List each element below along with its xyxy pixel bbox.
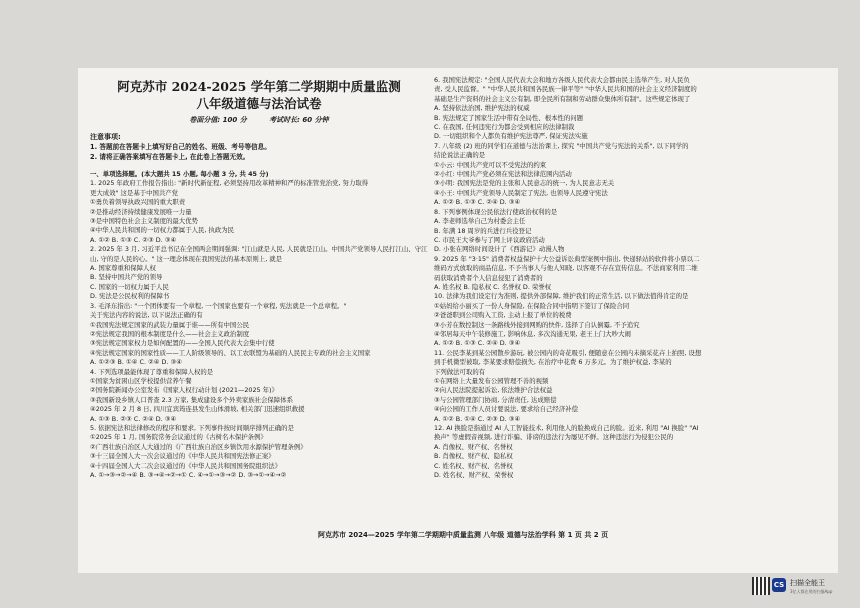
question-line: A. 坚持依法治国, 维护宪法的权威 [434,104,530,113]
question-line: A. 国家尊重和保障人权 [90,264,156,273]
question-line: ④2025 年 2 月 8 日, 四川宜宾筠连县发生山体滑坡, 相关部门迅速组织救援 [90,405,305,414]
exam-meta [90,114,428,126]
exam-page [78,68,838,573]
question-line: 2. 2025 年 3 月, 习近平总书记在全国两会期间强调: "江山就是人民, 人民就是江山。中国共产党领导人民打江山、守江 [90,245,428,254]
question-line: ③我国新设乡镇人口普查 2.3 万家, 集成建设多个外卖家族社会保障体系 [90,395,293,404]
question-line: ③宪法规定国家权力是如何配置的——全国人民代表大会集中行使 [90,339,275,348]
question-line: ②是推动经济持续健康发展唯一力量 [90,207,192,216]
question-line: 结论说法正确的是 [434,151,486,160]
question-line: ②宪法规定我国的根本制度是什么——社会主义政治制度 [90,329,250,338]
page-footer: 阿克苏市 2024—2025 学年第二学期期中质量监测 八年级 道德与法治学科 第 1 页 共 2 页 [318,531,609,539]
question-line: ①姑妈给小丽买了一份人身保险, 在保险合同中指明下签订了保险合同 [434,301,630,310]
question-line: D. 姓名权、财产权、荣誉权 [434,471,514,480]
right-column [434,76,834,480]
question-line: ③十三届全国人大一次会议通过的《中华人民共和国宪法修正案》 [90,452,275,461]
question-line: A. 李老师选举自己为村委会主任 [434,217,526,226]
question-line: D. 小张在网络时间设计了《西游记》动漫人物 [434,245,565,254]
question-line: 换声" 等虚假音视频, 进行诈骗、诽谤的违法行为屡见不鲜。这种违法行为侵犯公民的 [434,433,674,442]
question-line: B. 宪法规定了国家生活中带有全局性、根本性的问题 [434,113,584,122]
question-line: C. 在我国, 任何违宪行为都会受到相应的法律制裁 [434,123,575,132]
left-column [90,78,428,480]
question-line: 12. AI 换脸是指通过 AI 人工智能技术, 利用他人的脸换成自己的脸。近来, 利用 "AI 换脸" "AI [434,424,699,433]
question-line: A. ①② B. ①③ C. ②③ D. ③④ [90,235,177,244]
question-line: 8. 下列事例体现公民依法行使政治权利的是 [434,207,558,216]
question-line: B. 肖像权、财产权、隐私权 [434,452,513,461]
question-line: 维码方式放取的商品信息, 不予当事人与他人知晓, 以客观不存在宣传信息。不法商家利用二维 [434,264,698,273]
question-line: ④小王: 中国共产党领导人民制定了宪法, 也领导人民遵守宪法 [434,188,608,197]
question-line: 9. 2025 年 "3·15" 消费者权益保护十大公益诉讼典型案例中指出, 快递驿站的软件将小票以二 [434,254,700,263]
question-line: ④宪法规定国家的国家性质——工人阶级领导的、以工农联盟为基础的人民民主专政的社会主义国家 [90,348,371,357]
camscanner-logo-icon: CS [772,578,786,592]
question-line: ②向人民法院提起诉讼, 依法维护合法权益 [434,386,553,395]
question-line: 责, 受人民监督。" "中华人民共和国各民族一律平等" "中华人民共和国的社会主义经济制度的 [434,85,697,94]
exam-title-line2: 八年级道德与法治试卷 [196,96,322,111]
question-line: ④向公园的工作人员讨要说法, 要求给自己经济补偿 [434,405,578,414]
score-info: 卷面分值: 100 分 [189,116,247,124]
question-line: A. ①③ B. ②③ C. ②④ D. ③④ [90,414,177,423]
question-line: 11. 公民李某到某公园散步游玩, 被公园内的奇花吸引, 便随意在公园内未摘采花卉上拍照, 设想 [434,348,702,357]
qr-code-icon [752,577,770,595]
question-line: C. 姓名权、财产权、名誉权 [434,461,513,470]
question-line: ②国务院新闻办公室发布《国家人权行动计划 (2021—2025 年)》 [90,386,278,395]
question-line: A. 姓名权 B. 隐私权 C. 名誉权 D. 荣誉权 [434,282,552,291]
question-line: 7. 八年级 (2) 班的同学们在道德与法治课上, 探究 "中国共产党与宪法的关系", 以下同学的 [434,141,689,150]
question-line: D. 一切组织和个人都负有维护宪法尊严, 保证宪法实施 [434,132,588,141]
question-line: 山, 守的是人民的心。" 这一理念体现在我国宪法的基本原则上, 就是 [90,254,283,263]
question-line: ①在网络上大量发布公园管理不善的视频 [434,377,549,385]
exam-title-line1: 阿克苏市 2024-2025 学年第二学期期中质量监测 [117,79,401,94]
question-line: A. ①② B. ①④ C. ②③ D. ③④ [434,414,521,423]
question-line: B. 坚持中国共产党的领导 [90,273,163,282]
question-line: ①勇负着领导执政兴国的重大职责 [90,198,186,207]
question-line: 关于宪法内容的说法, 以下说法正确的有 [90,311,203,320]
scanner-app-tagline: 3亿人都在用的扫描App [790,589,833,594]
question-line: ④中华人民共和国的一切权力都属于人民, 执政为民 [90,226,234,235]
question-line: ③是中国特色社会主义制度的最大优势 [90,217,198,226]
question-line: ②小红: 中国共产党必须在宪法和法律范围内活动 [434,170,572,179]
question-line: A. ①→③→②→④ B. ③→④→②→① C. ④→①→③→② D. ③→①→④→② [90,471,287,479]
question-line: ①国家为贫困山区学校提供营养午餐 [90,376,192,385]
left-questions [90,179,428,480]
question-line: 基础是生产资料的社会主义公有制, 即全民所有制和劳动群众集体所有制"。这些规定体现了 [434,94,691,103]
question-line: ②广西壮族自治区人大通过的《广西壮族自治区乡镇饮用水源保护管理条例》 [90,442,307,451]
question-line: ③与公园管理部门协商, 分清责任, 达成赔偿 [434,395,557,404]
question-line: 3. 毛泽东指出: "一个团体要有一个章程, 一个国家也要有一个章程, 宪法就是一个总章程。" [90,301,347,310]
question-line: B. 年满 18 周岁的兵进行兵役登记 [434,226,532,235]
right-questions [434,76,834,480]
question-line: 到手机微型被取, 李某要求赔偿损失, 在治疗中花费 6 万多元。为了维护权益, 李某的 [434,358,672,367]
question-line: C. 市民王大爷参与了网上评议政府活动 [434,235,545,244]
question-line: 下列做法可取的有 [434,367,486,376]
question-line: ④十四届全国人大二次会议通过的《中华人民共和国国务院组织法》 [90,461,282,470]
notice-heading: 注意事项: [90,133,121,141]
question-line: 6. 我国宪法规定: "全国人民代表大会和地方各级人民代表大会都由民主选举产生, 对人民负 [434,76,690,84]
scanner-app-name: 扫描全能王 [790,579,825,587]
section-heading: 一、单项选择题。(本大题共 15 小题, 每小题 3 分, 共 45 分) [90,170,269,178]
question-line: ③小芳在数控制这一条路线外接到网购的快件, 选择了自认倒霉, 不予追究 [434,320,640,329]
time-info: 考试时长: 60 分钟 [269,116,329,124]
question-line: 4. 下列选项最能体现了尊重和保障人权的是 [90,367,214,376]
notice-item: 2. 请将正确答案填写在答题卡上, 在此卷上答题无效。 [90,153,250,161]
question-line: A. ①②③ B. ①④ C. ②④ D. ③④ [90,358,182,367]
question-line: ②爸爸职到公司购入工资, 主动上报了单位的税费 [434,311,572,320]
question-line: ③小明: 我国宪法是党的主张和人民意志的统一, 为人民意志无关 [434,179,615,188]
question-line: C. 国家的一切权力属于人民 [90,282,169,291]
question-line: A. 肖像权、财产权、名誉权 [434,442,513,451]
question-line: 10. 法律为我们设定行为准则, 提供外部保障, 维护我们的正常生活, 以下做法值得肯定的是 [434,292,689,301]
question-line: ①2025 年 1 月, 国务院常务会议通过的《古树名木保护条例》 [90,433,267,442]
question-line: ④邻居每天中午装修施工, 影响休息, 多次沟通无果, 老王上门大吵大闹 [434,329,631,338]
question-line: A. ①② B. ①③ C. ②④ D. ③④ [434,339,521,348]
question-line: ①小云: 中国共产党可以不受宪法的约束 [434,160,547,169]
question-line: 5. 依据宪法和法律修改的程序和要求, 下列事件按时间顺序排列正确的是 [90,423,294,432]
question-line: D. 宪法是公民权利的保障书 [90,292,170,301]
question-line: A. ①② B. ①③ C. ②④ D. ③④ [434,198,521,207]
question-line: 更大成效" 这是基于中国共产党 [90,188,179,197]
question-line: 码获取消费者个人信息侵犯了消费者的 [434,273,543,282]
question-line: ①我国宪法规定国家的武装力量属于谁——所有中国公民 [90,320,250,329]
question-line: 1. 2025 年政府工作报告指出: "新时代新征程, 必须坚持用改革精神和严的标准管党治党, 努力取得 [90,179,369,188]
notice-item: 1. 答题前在答题卡上填写好自己的姓名、班级、考号等信息。 [90,143,271,151]
